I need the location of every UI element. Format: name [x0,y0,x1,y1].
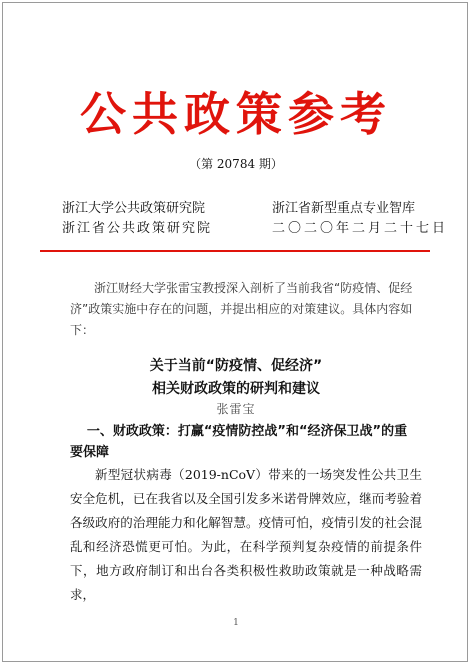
publisher-block [62,199,212,239]
think-tank-name: 浙江省新型重点专业智库 [272,201,416,216]
body-paragraph: 新型冠状病毒（2019-nCoV）带来的一场突发性公共卫生安全危机，已在我省以及全国引发多米诺骨牌效应，继而考验着各级政府的治理能力和化解智慧。疫情可怕，疫情引发的社会混乱和经济恐慌更可怕。为此，在科学预判复杂疫情的前提条件下，地方政府制订和出台各类积极性救助政策就是一种战略需求， [70,467,422,602]
publisher-line-2: 浙江省公共政策研究院 [62,221,213,236]
article-title-line-1: 关于当前“防疫情、促经济” [149,358,323,374]
header-divider [40,250,430,252]
article-title-line-2: 相关财政政策的研判和建议 [152,381,320,397]
issue-number: （第 20784 期） [189,157,283,171]
think-tank-block [272,199,448,239]
page-number: 1 [233,618,239,628]
masthead-title: 公共政策参考 [80,87,392,141]
publish-date: 二〇二〇年二月二十七日 [272,221,449,236]
publisher-line-1: 浙江大学公共政策研究院 [62,201,206,216]
article-title [0,355,472,401]
section-heading: 一、财政政策：打赢“疫情防控战”和“经济保卫战”的重要保障 [70,424,408,460]
editor-introduction: 浙江财经大学张雷宝教授深入剖析了当前我省“防疫情、促经济”政策实施中存在的问题，并提出相应的对策建议。具体内容如下： [70,281,413,337]
article-author: 张雷宝 [216,402,256,416]
